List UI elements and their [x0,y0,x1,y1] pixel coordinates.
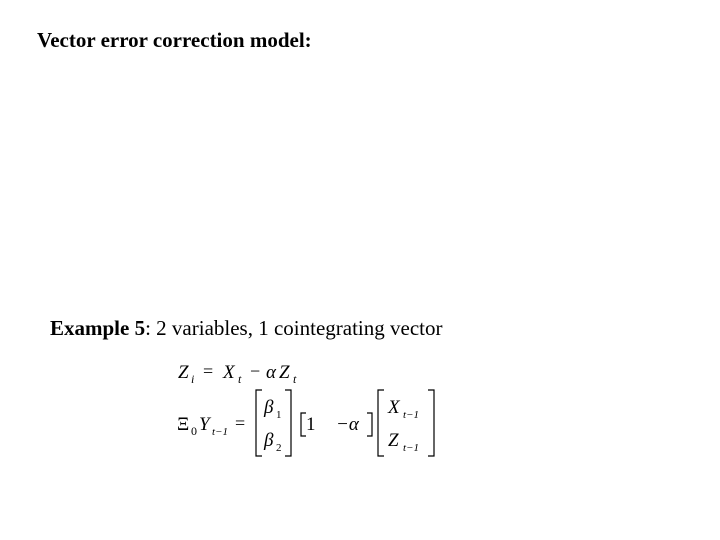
eq2-equals: = [235,413,246,433]
beta-2-subscript: 2 [276,442,282,454]
beta-1-subscript: 1 [276,409,282,421]
eq1-z2-subscript: t [293,372,297,386]
vector-x-subscript: t−1 [403,409,419,421]
eq2-y-subscript: t−1 [212,426,228,438]
eq2-xi-subscript: 0 [191,424,197,438]
beta-2: β [264,430,274,451]
row-vector-one: 1 [306,414,316,435]
eq1-x-subscript: t [238,372,242,386]
vector-x: X [388,397,400,418]
equation-ecm-term [177,390,434,456]
beta-1: β [264,397,274,418]
eq1-z2: Z [279,362,290,383]
eq1-z: Z [178,362,189,383]
row-vector-minus-alpha: −α [336,414,359,435]
eq1-x: X [223,362,235,383]
example-description: : 2 variables, 1 cointegrating vector [145,316,443,340]
slide-title: Vector error correction model: [37,28,312,52]
eq2-y: Y [199,414,210,435]
eq1-z-subscript: i [191,372,195,386]
eq1-equals: = [203,361,214,381]
beta-vector-brackets [256,390,291,456]
eq2-xi: Ξ [177,414,190,435]
eq1-alpha: α [266,362,276,383]
vector-z: Z [388,430,399,451]
example-label: Example 5 [50,316,146,340]
vector-z-subscript: t−1 [403,442,419,454]
eq1-minus: − [250,361,261,381]
equation-cointegration [178,361,297,386]
